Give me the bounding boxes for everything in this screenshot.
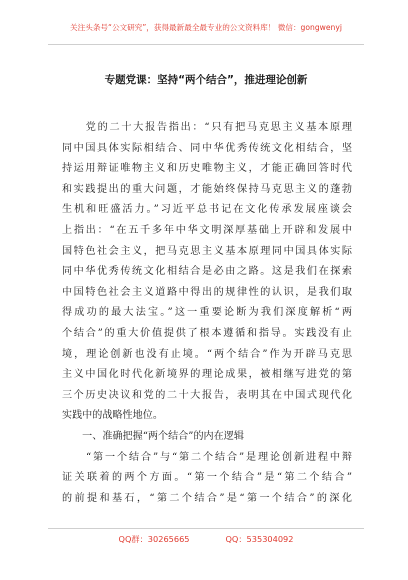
- body-line: 同中国具体实际相结合、同中华优秀传统文化相结合，坚: [62, 142, 352, 154]
- body-line: 持运用辩证唯物主义和历史唯物主义，才能正确回答时代: [62, 163, 352, 175]
- footer-divider: [48, 528, 364, 529]
- header-banner: 关注头条号“公文研究”，获得最新最全最专业的公文资料库！ 微信：gongwenyj: [70, 23, 342, 32]
- body-line: 证关联着的两个方面。“第一个结合”是“第二个结合”: [62, 472, 352, 484]
- body-line: 主义中国化时代化新境界的理论成果，被相继写进党的第: [62, 369, 352, 381]
- body-line: 个结合”的重大价值提供了根本遵循和指导。实践没有止: [62, 327, 352, 339]
- body-line: 和实践提出的重大问题，才能始终保持马克思主义的蓬勃: [62, 183, 352, 195]
- body-line: 生机和旺盛活力。”习近平总书记在文化传承发展座谈会: [62, 204, 352, 216]
- body-line: 境，理论创新也没有止境。“两个结合”作为开辟马克思: [62, 348, 352, 360]
- footer-contact: [48, 534, 364, 545]
- footer-qq-group: QQ群：30265665: [118, 534, 190, 544]
- document-body: [62, 118, 352, 509]
- body-line: 党的二十大报告指出：“只有把马克思主义基本原理: [62, 122, 352, 133]
- section-heading: 一、准确把握“两个结合”的内在逻辑: [62, 430, 244, 442]
- document-title: 专题党课：坚持“两个结合”，推进理论创新: [104, 74, 308, 86]
- body-line: 中国特色社会主义道路中得出的规律性的认识，是我们取: [62, 286, 352, 298]
- footer-qq-number: QQ：535304092: [225, 534, 294, 544]
- body-line: “第一个结合”与“第二个结合”是理论创新进程中辩: [62, 451, 352, 463]
- body-line: 上指出：“在五千多年中华文明深厚基础上开辟和发展中: [62, 224, 352, 236]
- body-line: 实践中的战略性地位。: [62, 410, 163, 422]
- body-line: 的前提和基石，“第二个结合”是“第一个结合”的深化: [62, 492, 352, 504]
- body-line: 得成功的最大法宝。”这一重要论断为我们深度解析“两: [62, 307, 352, 319]
- body-line: 三个历史决议和党的二十大报告，表明其在中国式现代化: [62, 389, 352, 401]
- header-divider: [48, 44, 364, 45]
- body-line: 同中华优秀传统文化相结合是必由之路。这是我们在探索: [62, 266, 352, 278]
- body-line: 国特色社会主义，把马克思主义基本原理同中国具体实际: [62, 245, 352, 257]
